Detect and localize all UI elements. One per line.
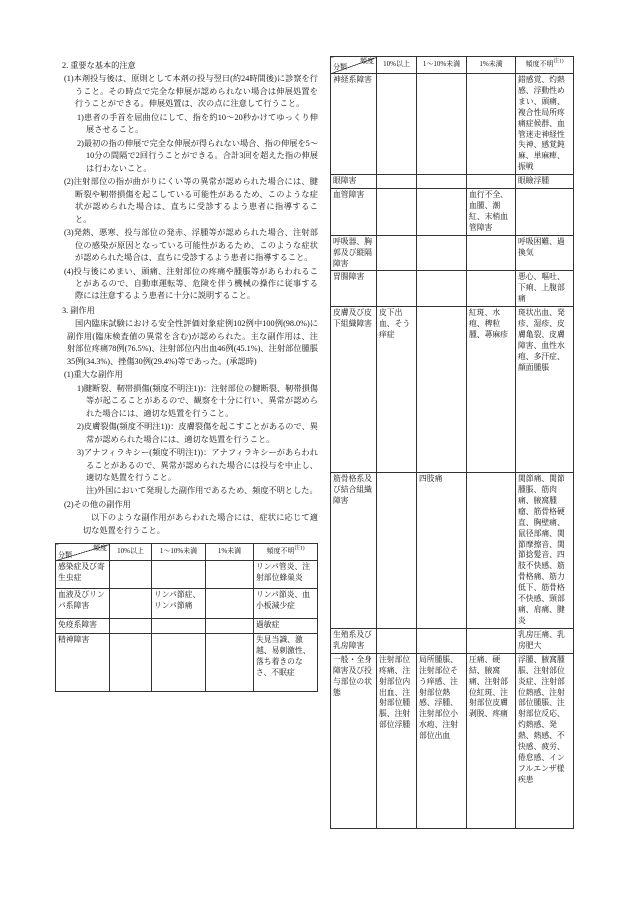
table-row: [331, 473, 574, 629]
freq-cell-under1: [206, 561, 254, 589]
other-adverse-heading: (2)その他の副作用: [64, 499, 131, 509]
frequency-category-corner-cell: [56, 544, 110, 561]
category-cell: 感染症及び寄生虫症: [56, 561, 110, 589]
adverse-reactions-summary: 国内臨床試験における安全性評価対象症例102例中100例(98.0%)に副作用(臨床検査値の異常を含む)が認められた。主な副作用は、注射部位疼痛78例(76.5%)、注射部位内出血46例(45.1%)、注射部位腫脹35例(34.3%)、挫傷30例(29.4%)等であった。(承認時): [67, 319, 318, 366]
freq-cell-unknown: 呼吸困難、過換気: [516, 235, 574, 271]
category-cell: 眼障害: [331, 175, 377, 189]
header-unknown: [254, 544, 318, 561]
header-1to10: 1～10%未満: [152, 544, 206, 561]
footnote-note1: 注)外国において発現した副作用であるため、頻度不明とした。: [86, 486, 318, 496]
adverse-reactions-table-1: [55, 543, 318, 692]
freq-cell-over10: 注射部位疼痛、注射部位内出血、注射部位腫脹、注射部位浮腫: [377, 653, 417, 828]
table-row: [56, 619, 318, 634]
freq-cell-over10: [377, 473, 417, 629]
freq-cell-under1: 紅斑、水疱、稗粒腫、蕁麻疹: [467, 307, 516, 473]
table-row: [331, 175, 574, 189]
freq-cell-over10: [377, 74, 417, 175]
precaution-1-sub-2: 2)最初の指の伸展で完全な伸展が得られない場合、指の伸展を5～10分の間隔で2回行うことができる。合計3回を超えた指の伸展は行わないこと。: [77, 138, 318, 173]
precaution-4: (4)投与後にめまい、頭痛、注射部位の疼痛や腫脹等があらわれることがあるので、自動車運転等、危険を伴う機械の操作に従事する際には注意するよう患者に十分に説明すること。: [64, 266, 318, 301]
header-1to10: 1～10%未満: [417, 57, 467, 74]
header-unknown: [516, 57, 574, 74]
category-cell: 呼吸器、胸郭及び縦隔障害: [331, 235, 377, 271]
freq-cell-1to10: 局所腫脹、注射部位そう痒感、注射部位熱感、浮腫、注射部位小水疱、注射部位出血: [417, 653, 467, 828]
table-row: [331, 235, 574, 271]
precaution-2: (2)注射部位の指が曲がりにくい等の異常が認められた場合には、腱断裂や靭帯損傷を起こしている可能性があるため、このような症状が認められた場合は、直ちに受診するよう患者に指導すること。: [64, 177, 318, 224]
category-cell: 筋骨格系及び結合組織障害: [331, 473, 377, 629]
freq-cell-1to10: [152, 561, 206, 589]
freq-cell-over10: [377, 271, 417, 307]
table-row: [56, 589, 318, 619]
freq-cell-over10: 皮下出血、そう痒症: [377, 307, 417, 473]
freq-cell-unknown: 乳房圧痛、乳房肥大: [516, 628, 574, 653]
freq-cell-unknown: 過敏症: [254, 619, 318, 634]
header-over10: 10%以上: [110, 544, 152, 561]
freq-cell-1to10: [152, 619, 206, 634]
precaution-3: (3)発熱、悪寒、投与部位の発赤、浮腫等が認められた場合、注射部位の感染が原因となっている可能性があるため、このような症状が認められた場合は、直ちに受診するよう患者に指導すること。: [64, 228, 318, 263]
category-cell: 免疫系障害: [56, 619, 110, 634]
adverse-reactions-table-2: [330, 56, 574, 829]
freq-cell-unknown: リンパ節炎、血小板減少症: [254, 589, 318, 619]
table-row: [331, 628, 574, 653]
freq-cell-over10: [377, 175, 417, 189]
freq-cell-1to10: [152, 634, 206, 692]
serious-adverse-1: 1)腱断裂、靭帯損傷(頻度不明注1))：注射部位の腱断裂、靭帯損傷等が起こることがあるので、観察を十分に行い、異常が認められた場合には、適切な処置を行うこと。: [77, 383, 318, 418]
serious-adverse-3: 3)アナフィラキシー(頻度不明注1))：アナフィラキシーがあらわれることがあるので、異常が認められた場合には投与を中止し、適切な処置を行うこと。: [77, 448, 318, 482]
freq-cell-unknown: 関節痛、関節腫脹、筋肉痛、腋窩腫瘤、筋骨格硬直、胸壁痛、鼠径部痛、関節摩擦音、関節捻髪音、四肢不快感、筋骨格痛、筋力低下、筋骨格不快感、頸部痛、肩痛、腱炎: [516, 473, 574, 629]
freq-cell-1to10: [417, 175, 467, 189]
freq-cell-over10: [110, 561, 152, 589]
freq-cell-1to10: [417, 271, 467, 307]
freq-cell-unknown: 斑状出血、発疹、湿疹、皮膚亀裂、皮膚障害、血性水疱、多汗症、顔面腫脹: [516, 307, 574, 473]
freq-cell-unknown: 悪心、嘔吐、下痢、上腹部痛: [516, 271, 574, 307]
freq-cell-under1: [467, 74, 516, 175]
table-row: [331, 74, 574, 175]
freq-cell-over10: [110, 619, 152, 634]
precaution-1: (1)本剤投与後は、原則として本剤の投与翌日(約24時間後)に診察を行うこと。その時点で完全な伸展が認められない場合は伸展処置を行うことができる。伸展処置は、次の点に注意して行うこと。: [64, 74, 318, 109]
header-unknown-footnote-mark: 注1): [553, 58, 564, 65]
freq-cell-1to10: [417, 307, 467, 473]
freq-cell-under1: [206, 634, 254, 692]
freq-cell-unknown: リンパ管炎、注射部位蜂巣炎: [254, 561, 318, 589]
header-over10: 10%以上: [377, 57, 417, 74]
category-cell: 神経系障害: [331, 74, 377, 175]
left-column: [55, 58, 318, 692]
freq-cell-under1: [467, 271, 516, 307]
table-row: [56, 634, 318, 692]
table-row: [331, 653, 574, 828]
freq-cell-over10: [377, 235, 417, 271]
table-row: [331, 307, 574, 473]
section-2-heading: 2. 重要な基本的注意: [62, 61, 136, 70]
category-cell: 血液及びリンパ系障害: [56, 589, 110, 619]
category-cell: 胃腸障害: [331, 271, 377, 307]
header-unknown-label: 頻度不明: [525, 60, 554, 69]
freq-cell-under1: [206, 619, 254, 634]
table-row: [331, 271, 574, 307]
category-cell: 生殖系及び乳房障害: [331, 628, 377, 653]
freq-cell-unknown: 浮腫、腋窩腫脹、注射部位炎症、注射部位熱感、注射部位腫脹、注射部位反応、灼熱感、発熱、熱感、不快感、疲労、倦怠感、インフルエンザ様疾患: [516, 653, 574, 828]
freq-cell-1to10: [417, 235, 467, 271]
freq-cell-unknown: 失見当識、激越、易刺激性、落ち着きのなさ、不眠症: [254, 634, 318, 692]
header-unknown-footnote-mark: 注1): [294, 546, 305, 553]
frequency-category-corner-cell: [331, 57, 377, 74]
freq-cell-1to10: [417, 628, 467, 653]
freq-cell-unknown: [516, 189, 574, 236]
freq-cell-over10: [377, 189, 417, 236]
table-header-row: [331, 57, 574, 74]
freq-cell-unknown: 眼瞼浮腫: [516, 175, 574, 189]
header-under1: 1%未満: [206, 544, 254, 561]
corner-category-label: 分類: [58, 550, 72, 559]
freq-cell-1to10: [417, 189, 467, 236]
freq-cell-over10: [110, 589, 152, 619]
section-3-heading: 3. 副作用: [62, 305, 95, 315]
header-under1: 1%未満: [467, 57, 516, 74]
table-row: [56, 561, 318, 589]
freq-cell-1to10: [417, 74, 467, 175]
table-row: [331, 189, 574, 236]
serious-adverse-2: 2)皮膚裂傷(頻度不明注1))：皮膚裂傷を起こすことがあるので、異常が認められた場合には、適切な処置を行うこと。: [77, 422, 318, 444]
category-cell: 精神障害: [56, 634, 110, 692]
freq-cell-under1: [467, 473, 516, 629]
freq-cell-under1: [467, 235, 516, 271]
serious-adverse-heading: (1)重大な副作用: [64, 370, 123, 380]
table-header-row: [56, 544, 318, 561]
corner-category-label: 分類: [333, 63, 347, 72]
freq-cell-1to10: 四肢痛: [417, 473, 467, 629]
precaution-1-sub-1: 1)患者の手首を屈曲位にして、指を約10～20秒かけてゆっくり伸展させること。: [77, 112, 318, 135]
header-unknown-label: 頻度不明: [266, 547, 295, 556]
freq-cell-over10: [110, 634, 152, 692]
freq-cell-unknown: 錯感覚、灼熱感、浮動性めまい、頭痛、複合性局所疼痛症候群、血管迷走神経性失神、感覚鈍麻、単麻痺、振戦: [516, 74, 574, 175]
other-adverse-intro: 以下のような副作用があらわれた場合には、症状に応じて適切な処置を行うこと。: [83, 513, 318, 535]
freq-cell-under1: [467, 175, 516, 189]
freq-cell-1to10: リンパ節症、リンパ節痛: [152, 589, 206, 619]
category-cell: 皮膚及び皮下組織障害: [331, 307, 377, 473]
corner-frequency-label: 頻度: [93, 544, 107, 553]
right-column: [330, 56, 573, 829]
freq-cell-under1: 血行不全、血腫、潮紅、末梢血管障害: [467, 189, 516, 236]
category-cell: 一般・全身障害及び投与部位の状態: [331, 653, 377, 828]
category-cell: 血管障害: [331, 189, 377, 236]
freq-cell-under1: [206, 589, 254, 619]
freq-cell-under1: 圧痛、硬結、腋窩痛、注射部位紅斑、注射部位皮膚剥脱、疼痛: [467, 653, 516, 828]
freq-cell-over10: [377, 628, 417, 653]
corner-frequency-label: 頻度: [360, 57, 374, 65]
freq-cell-under1: [467, 628, 516, 653]
